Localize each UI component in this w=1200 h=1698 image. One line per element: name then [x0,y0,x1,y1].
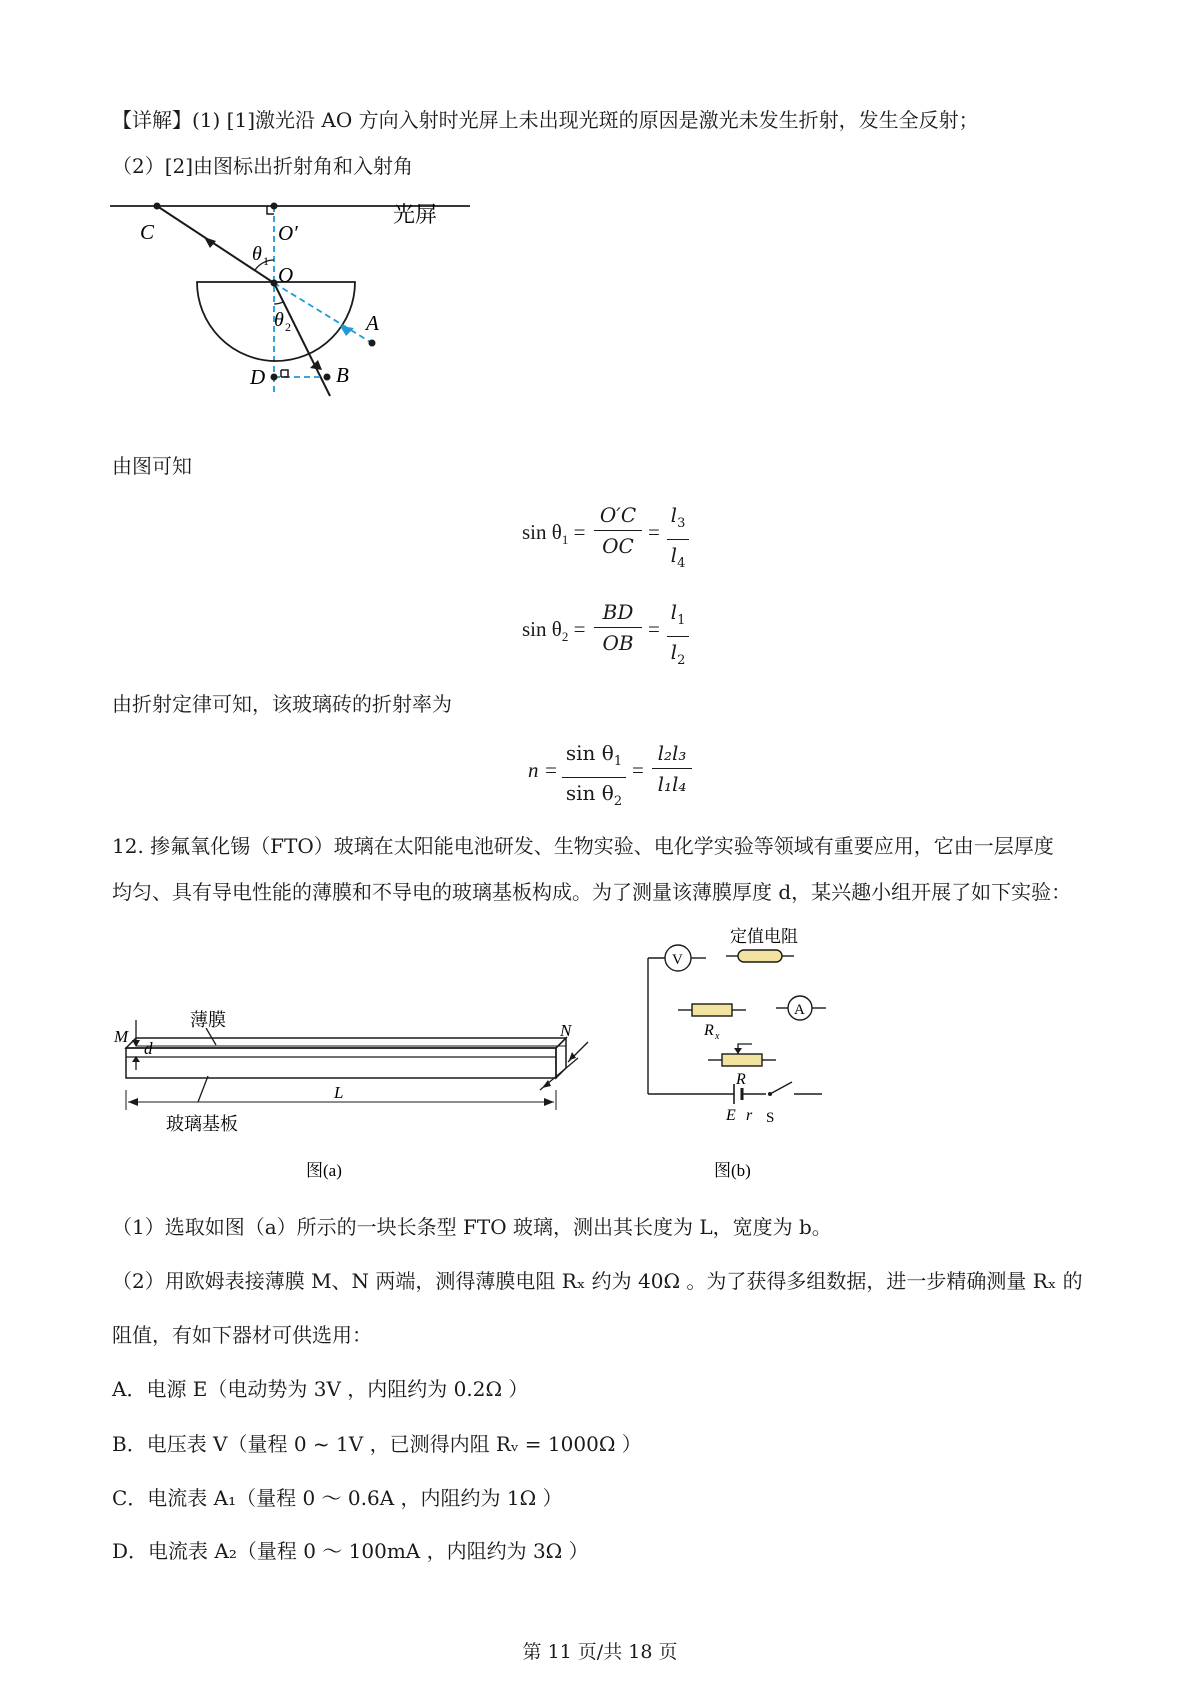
rheostat-r [722,1054,762,1066]
label-theta2: θ [274,309,284,331]
label-n: N [560,1021,572,1040]
point-d [271,374,278,381]
text-from-figure: 由图可知 [112,454,192,478]
switch-s [770,1082,792,1094]
option-c: C．电流表 A₁（量程 0 ～ 0.6A ，内阻约为 1Ω ） [112,1486,563,1510]
label-theta1: θ [252,243,262,265]
label-r-internal: r [746,1107,753,1124]
label-rx: R [704,1022,714,1039]
point-a [369,340,376,347]
optics-diagram [100,190,500,430]
label-a: A [366,311,379,335]
label-screen: 光屏 [393,202,438,227]
q12-line-2: 均匀、具有导电性能的薄膜和不导电的玻璃基板构成。为了测量该薄膜厚度 d，某兴趣小组开展了如下实验： [112,880,1072,904]
right-angle-bottom [281,370,288,377]
text-refraction-law: 由折射定律可知，该玻璃砖的折射率为 [112,692,452,716]
option-b: B．电压表 V（量程 0 ~ 1V ，已测得内阻 Rᵥ = 1000Ω ） [112,1432,642,1456]
label-e: E [726,1107,736,1124]
label-v: V [672,952,683,968]
label-c: C [140,220,155,244]
label-length: L [334,1083,344,1102]
step-2-line-1: （2）用欧姆表接薄膜 M、N 两端，测得薄膜电阻 Rₓ 约为 40Ω 。为了获得多组数据，进一步精确测量 Rₓ 的 [112,1269,1083,1293]
page-footer: 第 11 页/共 18 页 [522,1641,678,1663]
label-m: M [114,1027,129,1046]
label-fixed-resistor: 定值电阻 [730,927,798,946]
step-1: （1）选取如图（a）所示的一块长条型 FTO 玻璃，测出其长度为 L，宽度为 b。 [112,1215,832,1239]
svg-text:2: 2 [285,320,291,334]
ray-arrow-up [204,237,216,248]
label-d: D [250,365,266,389]
figure-a-fto-strip [110,990,610,1190]
figure-b-circuit [636,920,856,1190]
label-substrate: 玻璃基板 [166,1114,238,1134]
label-d-thickness: d [144,1039,153,1058]
point-o [271,280,278,287]
svg-text:1: 1 [263,254,269,268]
q12-line-1: 12. 掺氟氧化锡（FTO）玻璃在太阳能电池研发、生物实验、电化学实验等领域有重要应用，它由一层厚度 [112,834,1054,858]
label-o: O [278,263,294,287]
option-a: A．电源 E（电动势为 3V ，内阻约为 0.2Ω ） [112,1377,529,1401]
label-film: 薄膜 [190,1010,226,1030]
resistor-rx [692,1004,732,1016]
label-b: B [336,363,349,387]
svg-text:x: x [715,1031,720,1042]
detail-line-1: 【详解】(1) [1]激光沿 AO 方向入射时光屏上未出现光斑的原因是激光未发生折射，发生全反射； [112,108,979,132]
label-a-meter: A [794,1002,805,1018]
fixed-resistor [738,950,782,962]
step-2-line-2: 阻值，有如下器材可供选用： [112,1323,372,1347]
detail-line-2: （2）[2]由图标出折射角和入射角 [112,154,414,178]
point-oprime [271,203,278,210]
caption-figure-a: 图(a) [306,1161,342,1180]
caption-figure-b: 图(b) [714,1161,751,1180]
label-r: R [736,1071,746,1088]
option-d: D．电流表 A₂（量程 0 ～ 100mA ，内阻约为 3Ω ） [112,1539,589,1563]
label-oprime: O′ [278,221,298,245]
label-s: S [766,1110,775,1126]
point-b [324,374,331,381]
point-c [154,203,161,210]
